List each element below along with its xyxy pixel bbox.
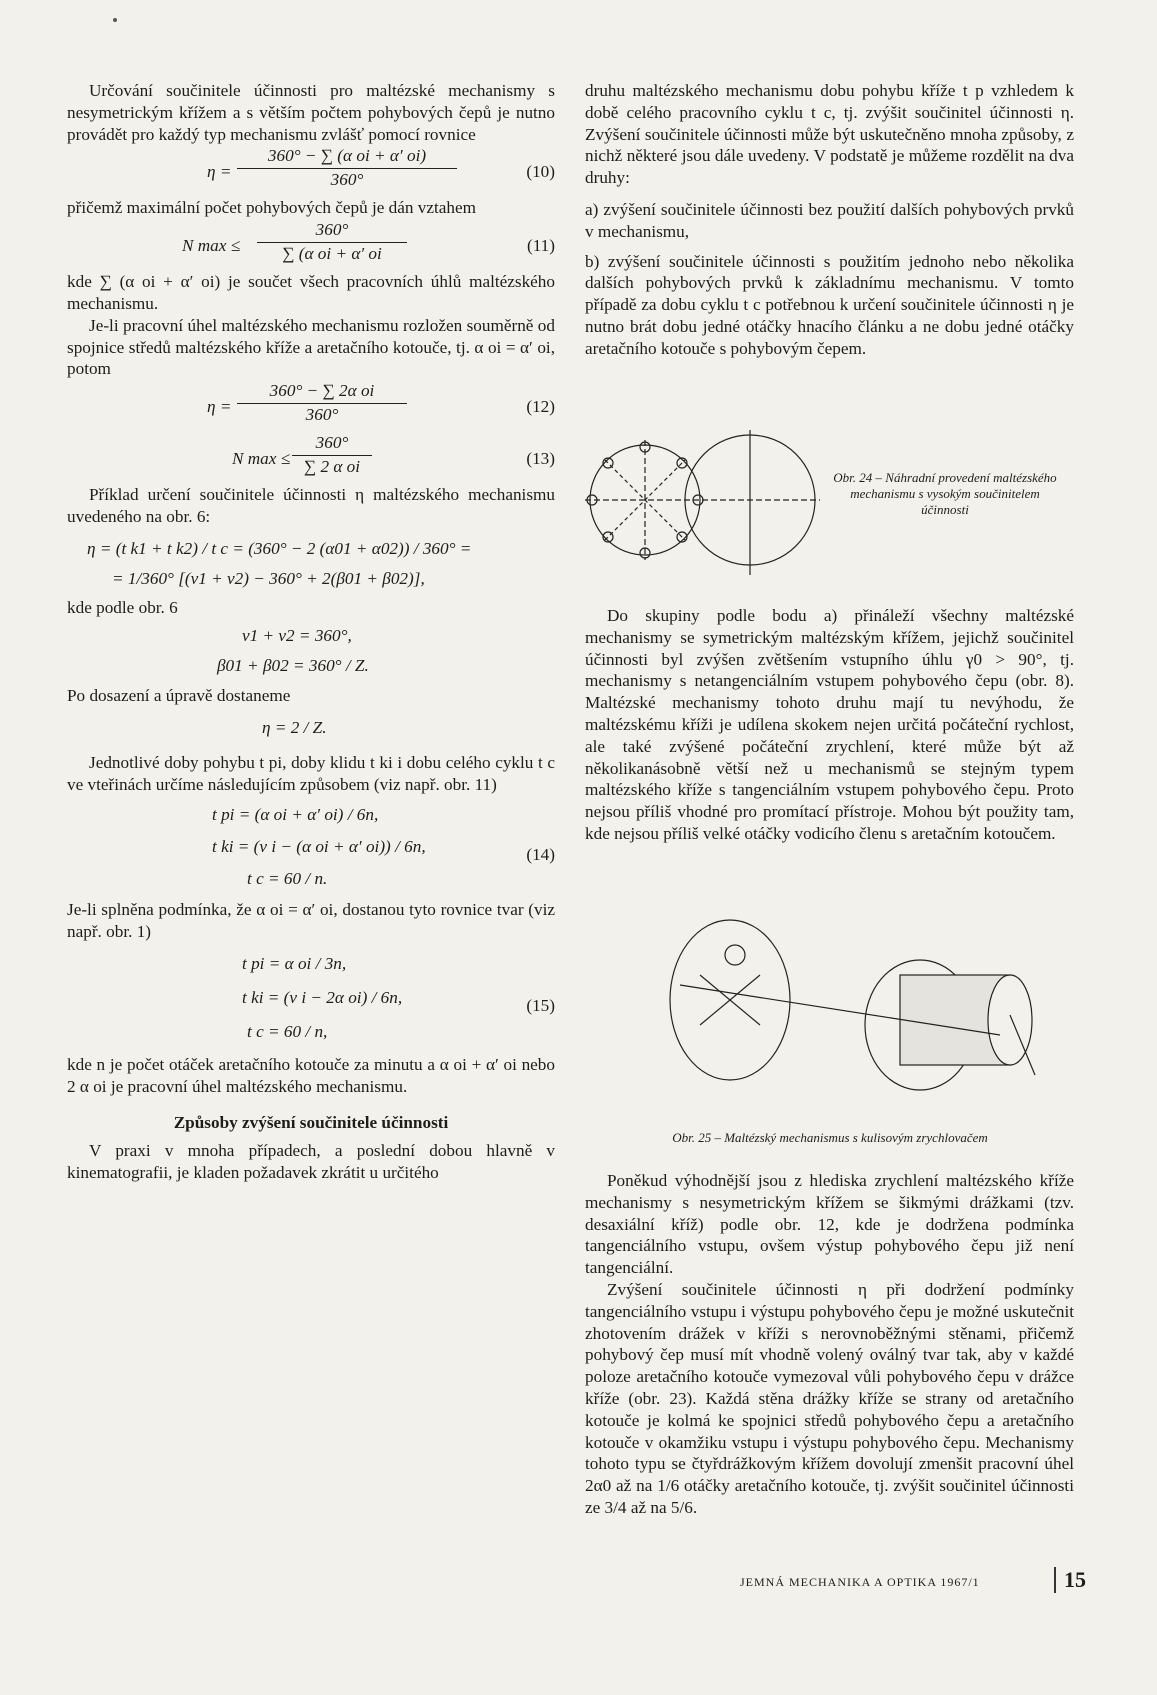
figure-25-caption: Obr. 25 – Maltézský mechanismus s kulisovým zrychlovačem — [672, 1130, 988, 1145]
equation-11: N max ≤ $\frac{360^\circ}{\text{∑ (α oi + α′ oi}}$ (11) — [182, 220, 555, 263]
example-equation: ν1 + ν2 = 360°, — [242, 626, 352, 646]
print-speck — [113, 18, 117, 22]
paragraph: druhu maltézského mechanismu dobu pohybu kříže t p vzhledem k době celého pracovního cyklu t c, tj. zvýšit součinitel účinnosti η. Zvýšení součinitele účinnosti může být uskutečněno mnoha způsoby, z nichž některé jsou dále uvedeny. V podstatě je můžeme rozdělit na dva druhy: — [585, 81, 1074, 188]
paragraph: kde podle obr. 6 — [67, 598, 178, 618]
paragraph: Je-li splněna podmínka, že α oi = α′ oi, dostanou tyto rovnice tvar (viz např. obr. 1) — [67, 900, 555, 942]
section-heading: Způsoby zvýšení součinitele účinnosti — [173, 1112, 449, 1132]
left-column — [67, 80, 555, 1183]
paragraph: kde n je počet otáček aretačního kotouče za minutu a α oi + α′ oi nebo 2 α oi je pracovní úhel maltézského mechanismu. — [67, 1055, 555, 1097]
paragraph: Do skupiny podle bodu a) přináleží všechny maltézské mechanismy se symetrickým maltézským křížem, jejichž součinitel účinnosti byl zvýšen zvětšením vstupního úhlu γ0 > 90°, tj. mechanismy s netangenciálním vstupem pohybového čepu (obr. 8). Maltézské mechanismy tohoto druhu mají tu nevýhodu, že maltézskému kříži je udílena skokem nejen určitá počáteční rychlost, ale také zvýšené počáteční zrychlení, které může být až několikanásobně větší než u mechanismů se stejným typem maltézského kříže s tangenciálním vstupem pohybového čepu. Proto nejsou příliš vhodné pro promítací přístroje. Mohou být použity tam, kde nejsou příliš velké otáčky vodicího členu s aretačním kotoučem. — [585, 606, 1074, 843]
paragraph: Po dosazení a úpravě dostaneme — [67, 685, 291, 705]
paragraph: Jednotlivé doby pohybu t pi, doby klidu t ki i dobu celého cyklu t c ve vteřinách určíme následujícím způsobem (viz např. obr. 11) — [67, 753, 555, 795]
equation-10: η = $\frac{\text{360° − ∑ (α oi + α′ oi)}}{360^\circ}$ (10) — [207, 146, 555, 190]
paragraph: Příklad určení součinitele účinnosti η maltézského mechanismu uvedeného na obr. 6: — [67, 485, 555, 526]
list-item: b) zvýšení součinitele účinnosti s použitím jednoho nebo několika dalších pohybových prvků k základnímu mechanismu. V tomto případě za dobu cyklu t c potřebnou k určení součinitele účinnosti η je nutno brát dobu jedné otáčky hnacího článku a ne dobu jedné otáčky aretačního kotouče s pohybovým čepem. — [585, 251, 1074, 358]
maltese-mechanism-diagram — [575, 425, 825, 585]
maltese-accelerator-drawing — [640, 915, 1040, 1095]
list-item: a) zvýšení součinitele účinnosti bez použití dalších pohybových prvků v mechanismu, — [585, 199, 1074, 241]
example-equation: η = (t k1 + t k2) / t c = (360° − 2 (α01 + α02)) / 360° = — [87, 538, 472, 558]
figure-24-caption: Obr. 24 – Náhradní provedení maltézského mechanismu s vysokým součinitelem účinnosti — [833, 470, 1057, 517]
page-number: 15 — [1054, 1567, 1086, 1593]
equation-12: η = $\frac{\text{360° − ∑ 2α oi}}{360^\circ}$ (12) — [207, 381, 555, 424]
equation-13: N max ≤ $\frac{360^\circ}{\text{∑ 2 α oi}}$ (13) — [232, 433, 555, 476]
journal-footer: JEMNÁ MECHANIKA A OPTIKA 1967/1 — [740, 1575, 980, 1589]
paragraph: přičemž maximální počet pohybových čepů je dán vztahem — [67, 198, 477, 218]
right-column — [585, 80, 1074, 360]
paragraph: Poněkud výhodnější jsou z hlediska zrychlení maltézského kříže mechanismy s nesymetrickým křížem se šikmými drážkami (tzv. desaxiální kříž) podle obr. 12, kde je dodržena podmínka tangenciálního vstupu, ovšem výstup pohybového čepu již není tangenciální. — [585, 1171, 1074, 1278]
paragraph: Určování součinitele účinnosti pro maltézské mechanismy s nesymetrickým křížem a s větším počtem pohybových čepů je nutno provádět pro každý typ mechanismu zvlášť pomocí rovnice — [67, 81, 555, 144]
paragraph: V praxi v mnoha případech, a poslední dobou hlavně v kinematografii, je kladen požadavek zkrátit u určitého — [67, 1140, 555, 1182]
figure-25 — [640, 915, 1040, 1100]
equation-14: t pi = (α oi + α′ oi) / 6n, t ki = (ν i − (α oi + α′ oi)) / 6n, t c = 60 / n. (14) — [212, 804, 555, 888]
figure-24 — [575, 425, 825, 590]
paragraph: kde ∑ (α oi + α′ oi) je součet všech pracovních úhlů maltézského mechanismu. — [67, 272, 555, 313]
paragraph: Zvýšení součinitele účinnosti η při dodržení podmínky tangenciálního vstupu i výstupu pohybového čepu je možné uskutečnit zhotovením drážek v kříži s nerovnoběžnými stěnami, přičemž pohybový čep musí mít vhodně volený oválný tvar tak, aby v každé poloze aretačního kotouče vymezoval vůli pohybového čepu v drážce kříže (obr. 23). Každá stěna drážky kříže se strany od aretačního kotouče je kolmá ke spojnici středů pohybového čepu a aretačního kotouče v okamžiku vstupu i výstupu pohybového čepu. Mechanismy tohoto typu se čtyřdrážkovým křížem dovolují zmenšit pracovní úhel 2α0 až na 1/6 otáčky aretačního kotouče, tj. zvýšit součinitel účinnosti ze 3/4 až na 5/6. — [585, 1279, 1074, 1517]
equation-15: t pi = α oi / 3n, t ki = (ν i − 2α oi) / 6n, t c = 60 / n, (15) — [242, 953, 555, 1041]
right-column-continued — [585, 605, 1074, 845]
example-equation: β01 + β02 = 360° / Z. — [217, 655, 369, 675]
right-column-bottom — [585, 1170, 1074, 1519]
paragraph: Je-li pracovní úhel maltézského mechanismu rozložen souměrně od spojnice středů maltézského kříže a aretačního kotouče, tj. α oi = α′ oi, potom — [67, 315, 555, 379]
example-equation: = 1/360° [(ν1 + ν2) − 360° + 2(β01 + β02)], — [112, 568, 425, 588]
example-equation: η = 2 / Z. — [262, 717, 327, 737]
